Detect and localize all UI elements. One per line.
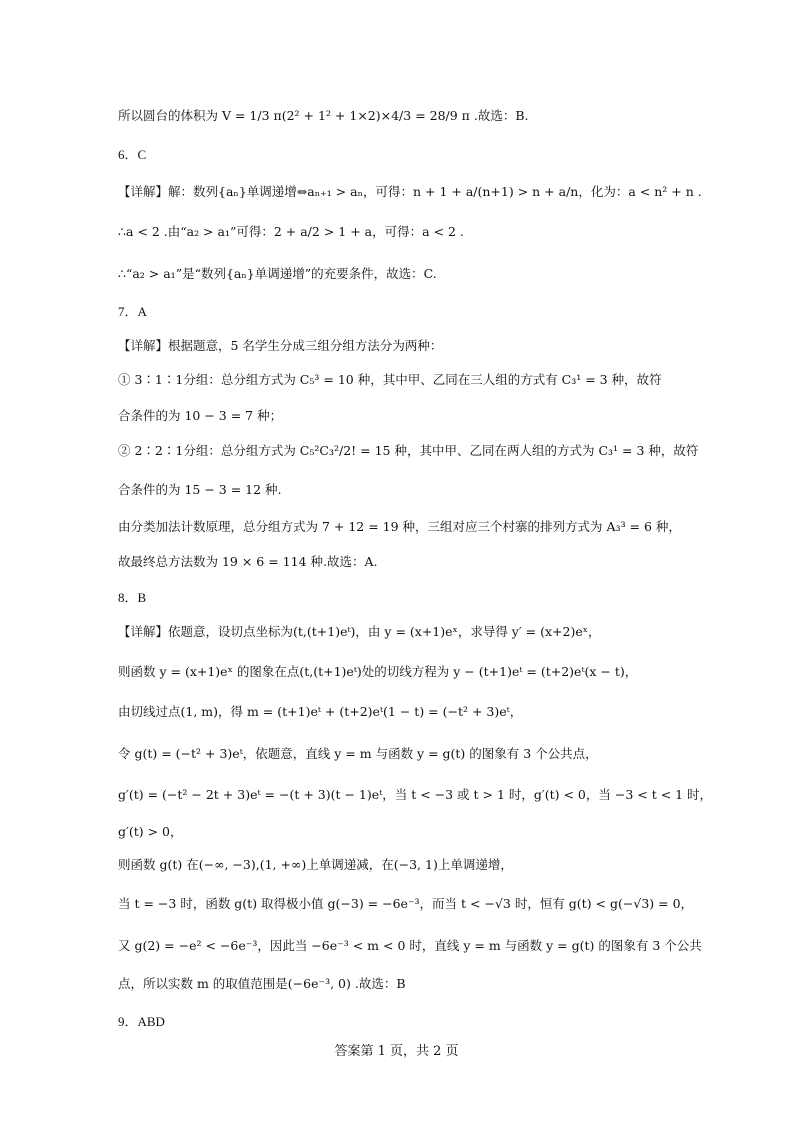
text-line-8: ① 3∶1∶1分组：总分组方式为 C₅³ = 10 种，其中甲、乙同在三人组的方式有 C₃¹ = 3 种，故符 bbox=[118, 372, 662, 387]
text-line-18: 令 g(t) = (−t² + 3)eᵗ，依题意，直线 y = m 与函数 y = g(t) 的图象有 3 个公共点， bbox=[118, 746, 598, 761]
text-line-20: g′(t) > 0， bbox=[118, 824, 183, 839]
text-line-24: 点，所以实数 m 的取值范围是(−6e⁻³, 0) .故选：B bbox=[118, 976, 406, 991]
answer-6: 6．C bbox=[118, 147, 147, 162]
answer-9: 9．ABD bbox=[118, 1014, 165, 1029]
text-line-3: 【详解】解：数列{aₙ}单调递增⇔aₙ₊₁ > aₙ，可得：n + 1 + a/(n+1) > n + a/n，化为：a < n² + n . bbox=[118, 184, 702, 199]
answer-7: 7．A bbox=[118, 304, 147, 319]
text-line-10: ② 2∶2∶1分组：总分组方式为 C₅²C₃²/2! = 15 种，其中甲、乙同在两人组的方式为 C₃¹ = 3 种，故符 bbox=[118, 443, 699, 458]
text-line-11: 合条件的为 15 − 3 = 12 种. bbox=[118, 482, 282, 497]
text-line-12: 由分类加法计数原理，总分组方式为 7 + 12 = 19 种，三组对应三个村寨的排列方式为 A₃³ = 6 种， bbox=[118, 519, 681, 534]
text-line-4: ∴a < 2 .由“a₂ > a₁”可得：2 + a/2 > 1 + a，可得：a < 2 . bbox=[118, 224, 464, 239]
page-footer: 答案第 1 页，共 2 页 bbox=[334, 1044, 459, 1059]
text-line-7: 【详解】根据题意，5 名学生分成三组分组方法分为两种： bbox=[118, 338, 443, 353]
text-line-5: ∴“a₂ > a₁”是“数列{aₙ}单调递增”的充要条件，故选：C. bbox=[118, 266, 437, 281]
text-line-13: 故最终总方法数为 19 × 6 = 114 种.故选：A. bbox=[118, 554, 378, 569]
text-line-21: 则函数 g(t) 在(−∞, −3),(1, +∞)上单调递减，在(−3, 1)上单调递增， bbox=[118, 857, 513, 872]
answer-8: 8．B bbox=[118, 590, 147, 605]
text-line-23: 又 g(2) = −e² < −6e⁻³，因此当 −6e⁻³ < m < 0 时，直线 y = m 与函数 y = g(t) 的图象有 3 个公共 bbox=[118, 938, 702, 953]
text-line-17: 由切线过点(1, m)，得 m = (t+1)eᵗ + (t+2)eᵗ(1 − t) = (−t² + 3)eᵗ， bbox=[118, 704, 523, 719]
text-line-16: 则函数 y = (x+1)eˣ 的图象在点(t,(t+1)eᵗ)处的切线方程为 y − (t+1)eᵗ = (t+2)eᵗ(x − t)， bbox=[118, 664, 638, 679]
text-line-1: 所以圆台的体积为 V = 1/3 π(2² + 1² + 1×2)×4/3 = 28/9 π .故选：B. bbox=[118, 108, 529, 123]
text-line-19: g′(t) = (−t² − 2t + 3)eᵗ = −(t + 3)(t − 1)eᵗ，当 t < −3 或 t > 1 时，g′(t) < 0，当 −3 < t < 1 时， bbox=[118, 787, 713, 802]
text-line-9: 合条件的为 10 − 3 = 7 种； bbox=[118, 408, 283, 423]
text-line-22: 当 t = −3 时，函数 g(t) 取得极小值 g(−3) = −6e⁻³，而当 t < −√3 时，恒有 g(t) < g(−√3) = 0， bbox=[118, 896, 694, 911]
text-line-15: 【详解】依题意，设切点坐标为(t,(t+1)eᵗ)，由 y = (x+1)eˣ，求导得 y′ = (x+2)eˣ， bbox=[118, 624, 601, 639]
